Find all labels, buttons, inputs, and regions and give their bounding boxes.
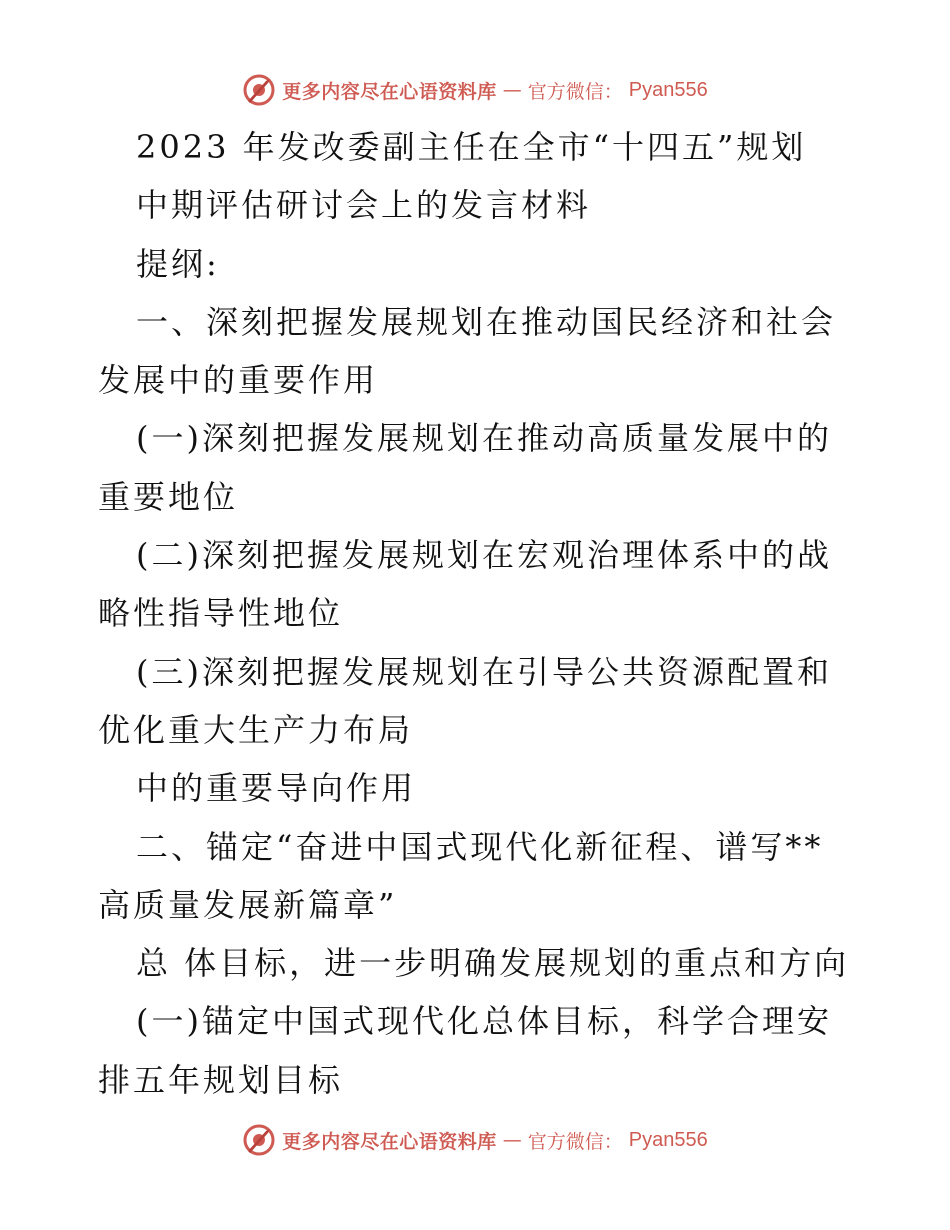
- document-title-line-2: 中期评估研讨会上的发言材料: [136, 186, 592, 225]
- watermark-text: 更多内容尽在心语资料库: [282, 1130, 497, 1153]
- outline-heading: 提纲:: [136, 244, 220, 283]
- document-title-line-1: 2023 年发改委副主任在全市“十四五”规划: [136, 128, 807, 166]
- section-2-heading: 二、锚定“奋进中国式现代化新征程、谱写**高质量发展新篇章”: [98, 827, 824, 924]
- watermark-header: [0, 70, 950, 110]
- section-1-item-1: (一)深刻把握发展规划在推动高质量发展中的重要地位: [98, 419, 832, 516]
- document-body: [98, 118, 858, 1109]
- watermark-label: 官方微信：: [527, 80, 623, 103]
- section-1-item-2: (二)深刻把握发展规划在宏观治理体系中的战略性指导性地位: [98, 536, 832, 633]
- section-2-item-1: (一)锚定中国式现代化总体目标，科学合理安排五年规划目标: [98, 1002, 832, 1099]
- section-1-heading: 一、深刻把握发展规划在推动国民经济和社会发展中的重要作用: [98, 302, 837, 400]
- watermark-footer: [0, 1120, 950, 1160]
- section-1-item-3-continued: 中的重要导向作用: [136, 769, 417, 808]
- watermark-separator: —: [502, 1129, 522, 1151]
- watermark-text: 更多内容尽在心语资料库: [282, 80, 497, 103]
- watermark-separator: —: [502, 79, 522, 101]
- quill-logo-icon: [242, 1123, 276, 1157]
- section-1-item-3: (三)深刻把握发展规划在引导公共资源配置和优化重大生产力布局: [98, 652, 832, 749]
- quill-logo-icon: [242, 73, 276, 107]
- watermark-id: Pyan556: [628, 78, 708, 101]
- watermark-label: 官方微信：: [527, 1130, 623, 1153]
- watermark-id: Pyan556: [628, 1128, 708, 1151]
- section-2-heading-continued: 总 体目标，进一步明确发展规划的重点和方向: [136, 944, 850, 983]
